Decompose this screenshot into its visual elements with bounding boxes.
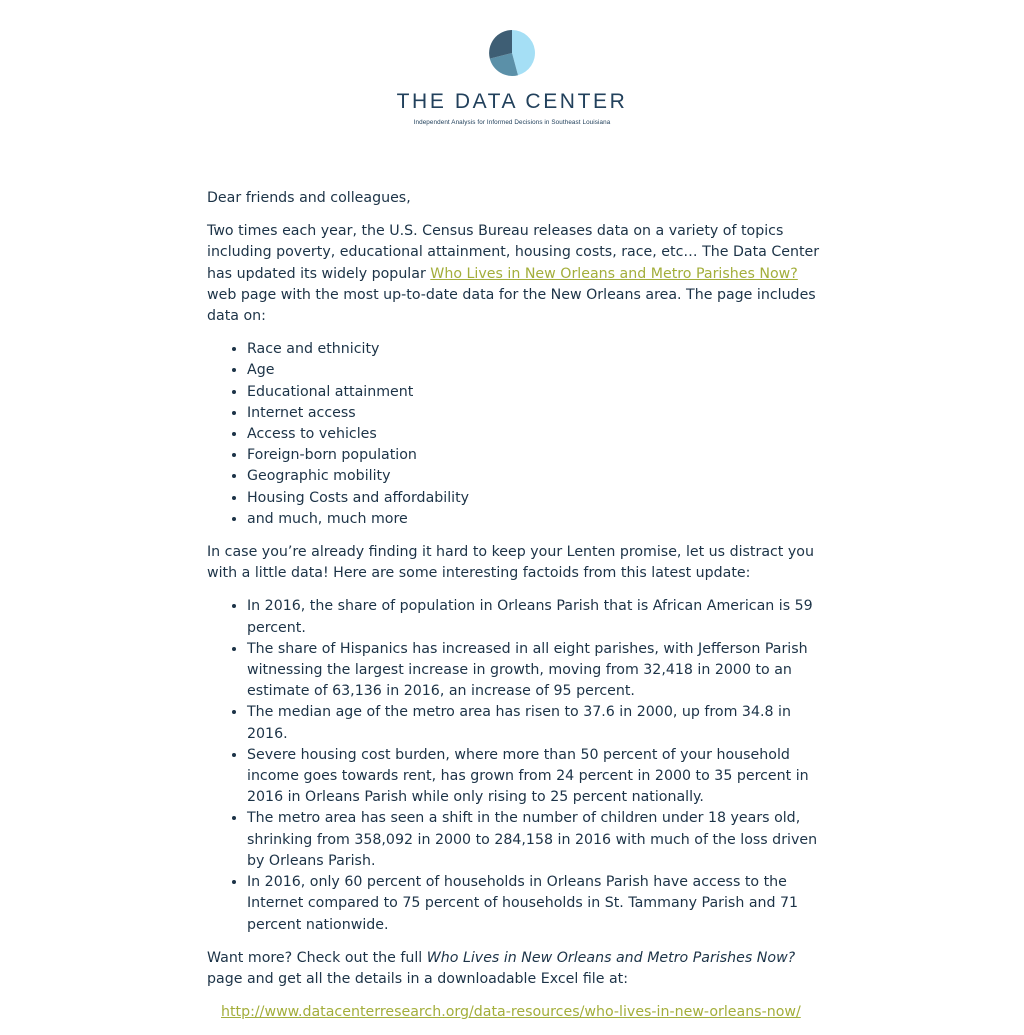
intro-paragraph	[207, 221, 827, 327]
list-item: • Housing Costs and affordability	[247, 488, 827, 509]
page-title-italic: Who Lives in New Orleans and Metro Parishes Now?	[426, 949, 796, 966]
topics-list	[207, 339, 827, 530]
brand-tagline: Independent Analysis for Informed Decisions in Southeast Louisiana	[413, 119, 611, 126]
brand-name: THE DATA CENTER	[396, 90, 628, 113]
factoid-item: • In 2016, only 60 percent of households in Orleans Parish have access to the Internet compared to 75 percent of households in St. Tammany Parish and 71 percent nationwide.	[247, 872, 827, 936]
closing-paragraph	[207, 948, 827, 990]
list-item: • Race and ethnicity	[247, 339, 827, 360]
url-paragraph	[207, 1002, 827, 1023]
factoids-list	[207, 596, 827, 935]
list-item: • Educational attainment	[247, 382, 827, 403]
download-url-link[interactable]: http://www.datacenterresearch.org/data-resources/who-lives-in-new-orleans-now/	[221, 1004, 801, 1021]
list-item: • Foreign-born population	[247, 445, 827, 466]
email-body	[207, 188, 827, 1035]
list-item: • Age	[247, 360, 827, 381]
factoid-item: • In 2016, the share of population in Orleans Parish that is African American is 59 percent.	[247, 596, 827, 638]
list-item: • Access to vehicles	[247, 424, 827, 445]
factoid-item: • The median age of the metro area has risen to 37.6 in 2000, up from 34.8 in 2016.	[247, 702, 827, 744]
intro-text: Two times each year, the U.S. Census Bureau releases data on a variety of topics including poverty, educational attainment, housing costs, race, etc… The Data Center has updated its widely popular	[207, 223, 820, 282]
list-item: • Geographic mobility	[247, 466, 827, 487]
factoids-intro: In case you’re already finding it hard to keep your Lenten promise, let us distract you with a little data! Here are some interesting factoids from this latest update:	[207, 544, 814, 582]
factoid-item: • The share of Hispanics has increased in all eight parishes, with Jefferson Parish witnessing the largest increase in growth, moving from 32,418 in 2000 to an estimate of 63,136 in 2016, an increase of 95 percent.	[247, 639, 827, 703]
email-header	[0, 0, 1024, 140]
greeting: Dear friends and colleagues,	[207, 190, 411, 206]
list-item: • and much, much more	[247, 509, 827, 530]
intro-text-continued: web page with the most up-to-date data for the New Orleans area. The page includes data on:	[207, 286, 816, 325]
factoid-item: • The metro area has seen a shift in the number of children under 18 years old, shrinking from 358,092 in 2000 to 284,158 in 2016 with much of the loss driven by Orleans Parish.	[247, 808, 827, 872]
who-lives-link[interactable]: Who Lives in New Orleans and Metro Parishes Now?	[430, 265, 798, 282]
list-item: • Internet access	[247, 403, 827, 424]
closing-text-continued: page and get all the details in a downloadable Excel file at:	[207, 970, 628, 987]
closing-text: Want more? Check out the full	[207, 949, 427, 966]
pie-chart-logo-icon	[488, 29, 536, 77]
factoid-item: • Severe housing cost burden, where more than 50 percent of your household income goes towards rent, has grown from 24 percent in 2000 to 35 percent in 2016 in Orleans Parish while only rising to 25 percent nationally.	[247, 745, 827, 809]
